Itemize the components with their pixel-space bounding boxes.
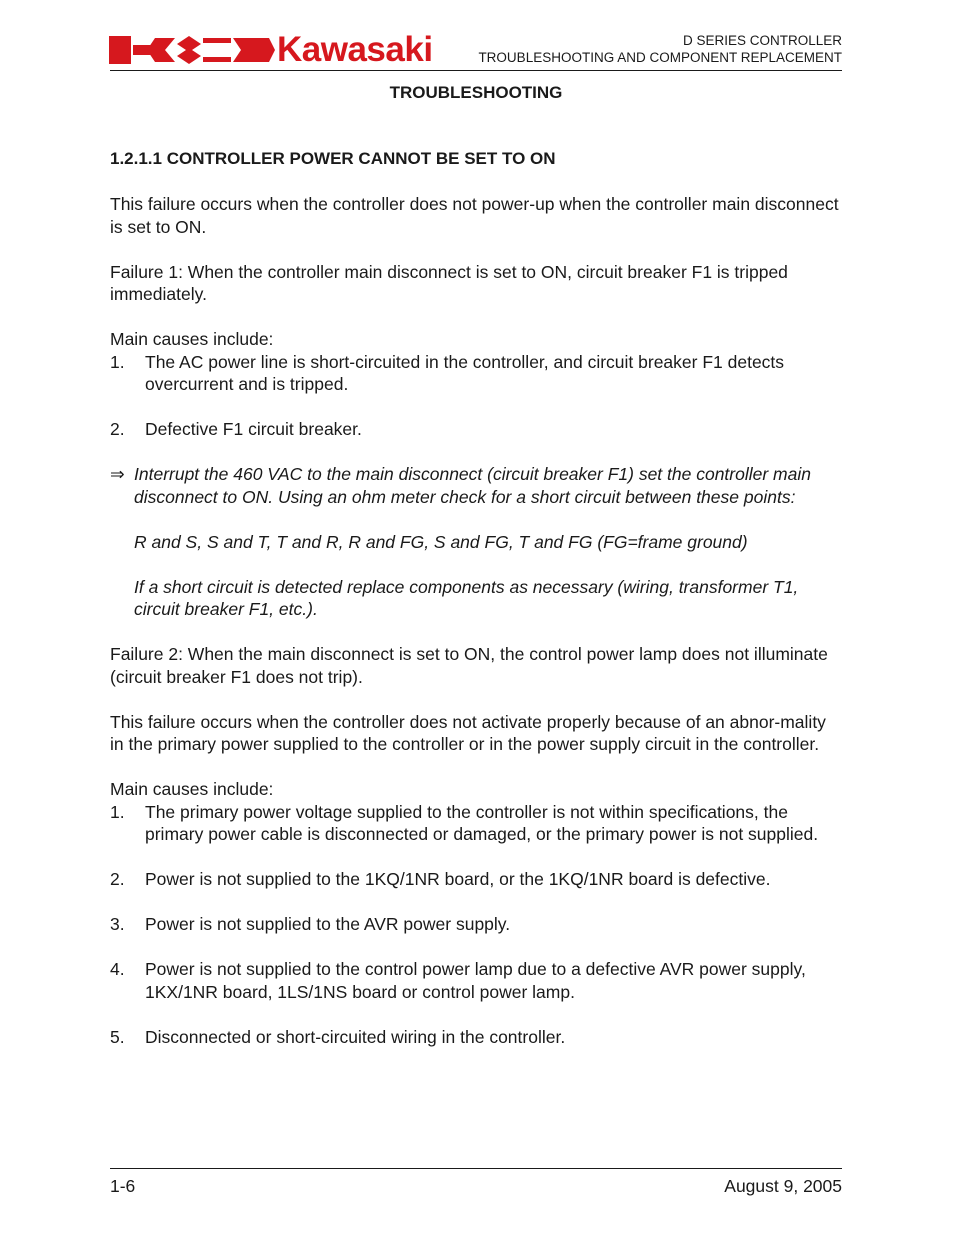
intro-paragraph: This failure occurs when the controller does not power-up when the controller main disconnect is set to ON. — [110, 194, 839, 237]
causes-label: Main causes include: — [110, 329, 274, 349]
kawasaki-river-mark-icon — [109, 34, 277, 66]
list-item — [110, 868, 842, 891]
failure-1-paragraph: Failure 1: When the controller main disconnect is set to ON, circuit breaker F1 is tripped immediately. — [110, 261, 788, 304]
list-number: 3. — [110, 914, 125, 934]
intro-2-paragraph: This failure occurs when the controller does not activate properly because of an abnor-mality in the primary power supplied to the controller or in the power supply circuit in the controller. — [110, 711, 826, 754]
list-text: The primary power voltage supplied to the controller is not within specifications, the primary power cable is disconnected or damaged, or the primary power is not supplied. — [145, 801, 819, 844]
list-item — [110, 958, 842, 1003]
kawasaki-logo — [109, 30, 433, 69]
section-title: TROUBLESHOOTING — [389, 83, 563, 102]
header-rule — [110, 70, 842, 71]
list-number: 5. — [110, 1026, 125, 1047]
header-chapter: TROUBLESHOOTING AND COMPONENT REPLACEMENT — [478, 50, 842, 65]
subsection-heading: 1.2.1.1 CONTROLLER POWER CANNOT BE SET TO ON — [110, 149, 556, 168]
list-text: Disconnected or short-circuited wiring in the controller. — [145, 1026, 566, 1047]
causes-label: Main causes include: — [110, 779, 274, 799]
right-arrow-icon: ⇒ — [110, 464, 125, 484]
page-body — [110, 148, 842, 1048]
note-points: R and S, S and T, T and R, R and FG, S and FG, T and FG (FG=frame ground) — [134, 531, 748, 552]
list-item — [110, 913, 842, 936]
list-number: 2. — [110, 869, 125, 889]
logo-wordmark: Kawasaki — [277, 30, 433, 69]
procedure-note — [110, 463, 842, 508]
note-text: Interrupt the 460 VAC to the main disconnect (circuit breaker F1) set the controller main disconnect to ON. Using an ohm meter check for a short circuit between these points: — [134, 464, 811, 507]
list-text: Power is not supplied to the 1KQ/1NR board, or the 1KQ/1NR board is defective. — [145, 869, 771, 889]
list-item — [110, 351, 842, 396]
list-item — [110, 801, 842, 846]
list-number: 1. — [110, 351, 125, 372]
list-text: Power is not supplied to the control power lamp due to a defective AVR power supply, 1KX/1NR board, 1LS/1NS board or control power lamp. — [145, 959, 806, 1002]
note-replace: If a short circuit is detected replace components as necessary (wiring, transformer T1, circuit breaker F1, etc.). — [134, 576, 799, 619]
page-number: 1-6 — [110, 1176, 136, 1196]
list-text: Defective F1 circuit breaker. — [145, 419, 362, 439]
list-item — [110, 418, 842, 441]
list-item — [110, 1026, 842, 1049]
list-text: Power is not supplied to the AVR power supply. — [145, 914, 511, 934]
failure-2-paragraph: Failure 2: When the main disconnect is set to ON, the control power lamp does not illuminate (circuit breaker F1 does not trip). — [110, 644, 828, 687]
revision-date: August 9, 2005 — [724, 1176, 842, 1196]
list-number: 4. — [110, 959, 125, 979]
list-number: 2. — [110, 419, 125, 439]
list-number: 1. — [110, 801, 125, 822]
running-header — [478, 32, 842, 66]
list-text: The AC power line is short-circuited in the controller, and circuit breaker F1 detects overcurrent and is tripped. — [145, 351, 785, 394]
header-series: D SERIES CONTROLLER — [682, 33, 842, 48]
footer-rule — [110, 1168, 842, 1169]
